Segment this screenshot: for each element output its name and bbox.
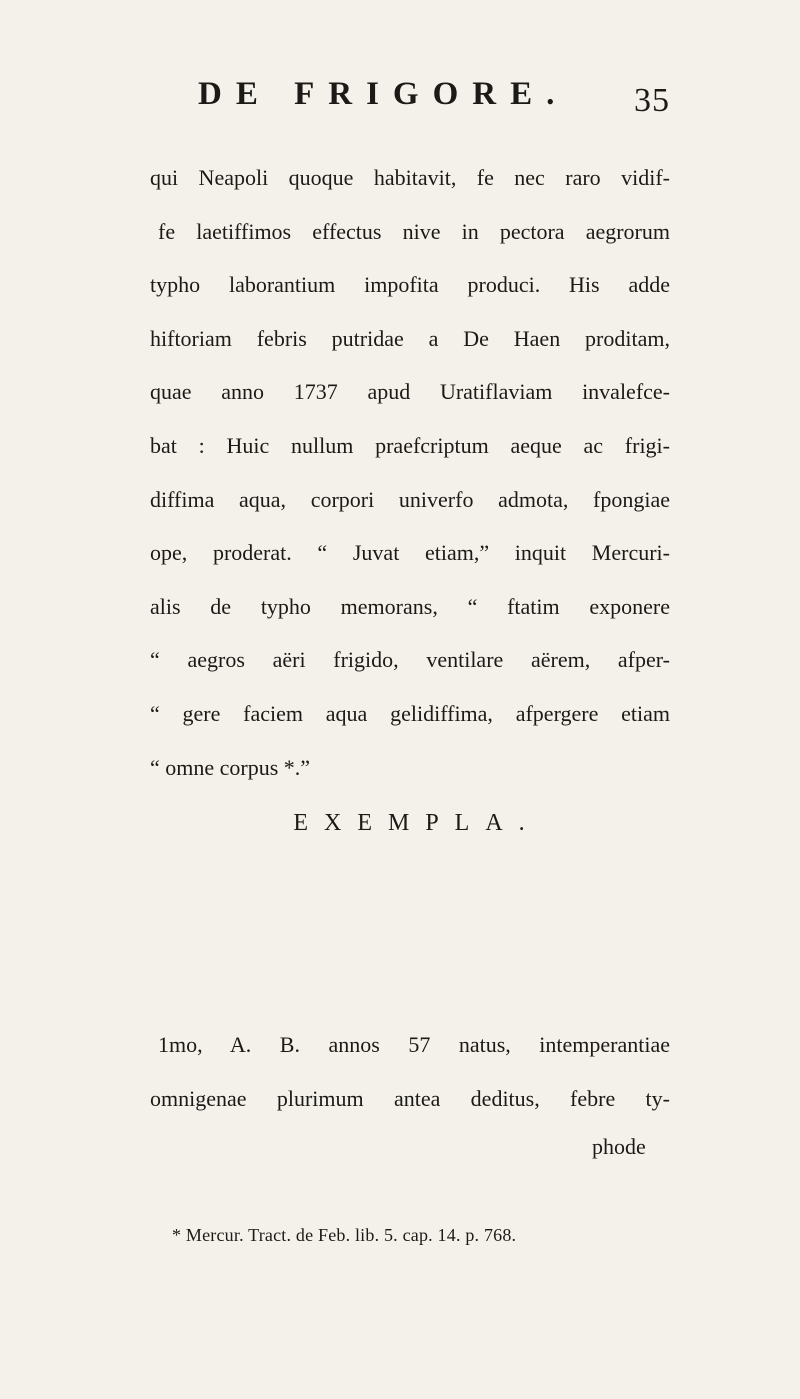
text-line: typho laborantium impofita produci. His adde	[150, 272, 670, 298]
footnote: * Mercur. Tract. de Feb. lib. 5. cap. 14. p. 768.	[172, 1225, 517, 1245]
text-line: bat : Huic nullum praefcriptum aeque ac frigi-	[150, 432, 670, 458]
text-line: qui Neapoli quoque habitavit, fe nec raro vidif-	[150, 165, 670, 190]
text-line: “ omne corpus *.”	[150, 754, 311, 780]
text-line: ope, proderat. “ Juvat etiam,” inquit Mercuri-	[150, 540, 670, 566]
running-title: DE FRIGORE.	[198, 76, 569, 112]
page-number: 35	[634, 82, 670, 119]
text-line: diffima aqua, corpori univerfo admota, fpongiae	[150, 486, 670, 512]
text-line: 1mo, A. B. annos 57 natus, intemperantiae	[158, 1032, 670, 1057]
catchword: phode	[592, 1134, 646, 1159]
text-line: fe laetiffimos effectus nive in pectora aegrorum	[158, 218, 670, 244]
text-line: “ gere faciem aqua gelidiffima, afpergere etiam	[150, 700, 670, 726]
text-line: hiftoriam febris putridae a De Haen proditam,	[150, 325, 670, 351]
text-line: “ aegros aëri frigido, ventilare aërem, afper-	[150, 647, 670, 673]
example-paragraph	[150, 1018, 670, 1125]
text-line: omnigenae plurimum antea deditus, febre ty-	[150, 1085, 670, 1111]
text-line: alis de typho memorans, “ ftatim exponere	[150, 593, 670, 619]
main-paragraph	[150, 151, 670, 794]
text-line: quae anno 1737 apud Uratiflaviam invalefce-	[150, 379, 670, 405]
section-heading: EXEMPLA.	[293, 810, 541, 836]
running-head	[150, 68, 670, 118]
